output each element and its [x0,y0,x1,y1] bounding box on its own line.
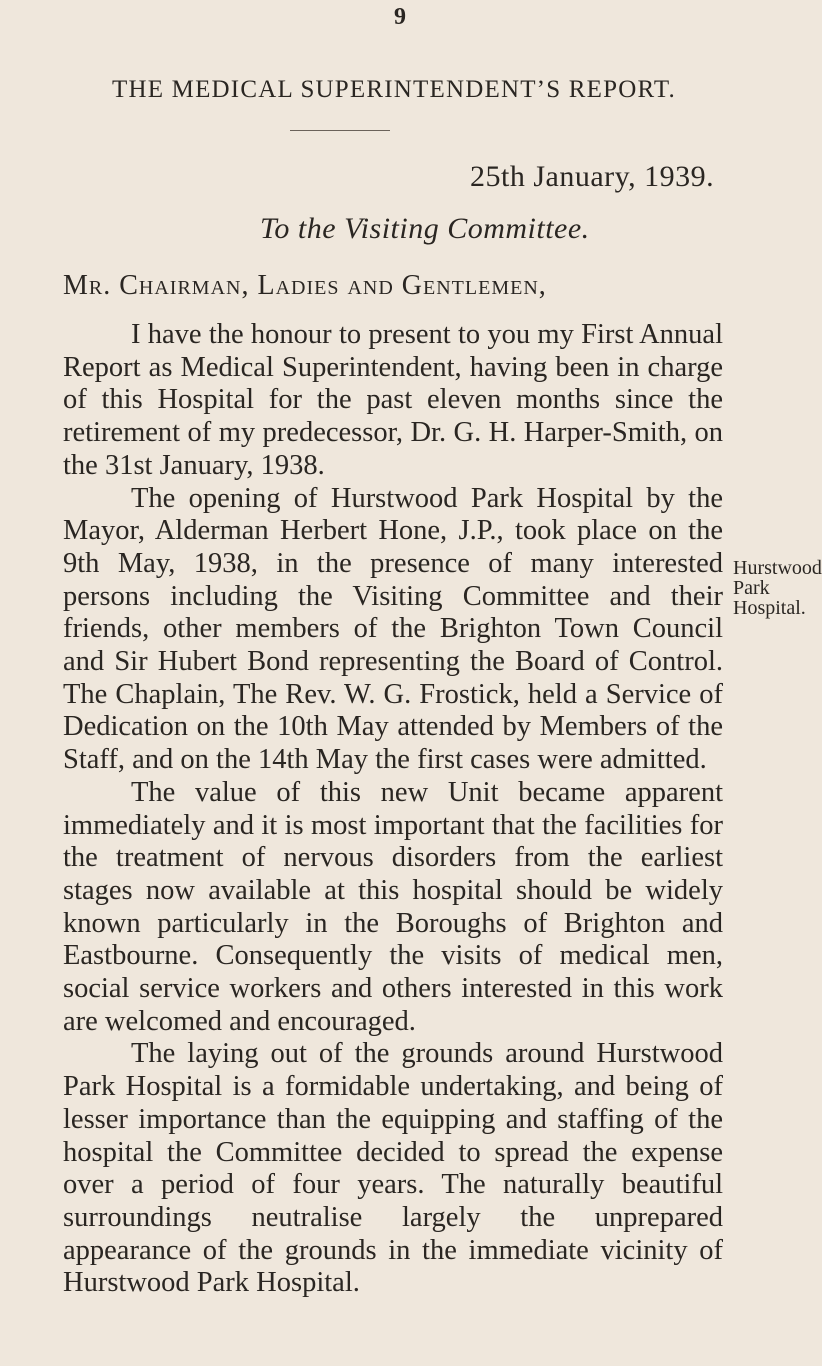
paragraph-grounds: The laying out of the grounds around Hurstwood Park Hospital is a formidable undertaking, and being of lesser importance than the equipping and staffing of the hospital the Committee decided to spread the expense over a period of four years. The naturally beautiful surroundings neutralise largely the unprepared appearance of the grounds in the immediate vicinity of Hurstwood Park Hospital. [63,1038,723,1299]
report-date: 25th January, 1939. [470,160,715,193]
margin-note-line: Park [733,577,770,599]
paragraph-introduction: I have the honour to present to you my First Annual Report as Medical Superintendent, having been in charge of this Hospital for the past eleven months since the retirement of my predecessor, Dr. G. H. Harper-Smith, on the 31st January, 1938. [63,319,723,481]
paragraph-opening: The opening of Hurstwood Park Hospital by the Mayor, Alderman Herbert Hone, J.P., took place on the 9th May, 1938, in the presence of many interested persons including the Visiting Committee and their friends, other members of the Brighton Town Council and Sir Hubert Bond representing the Board of Control. The Chaplain, The Rev. W. G. Frostick, held a Service of Dedication on the 10th May attended by Members of the Staff, and on the 14th May the first cases were admitted. [63,482,723,776]
margin-note-line: Hospital. [733,597,806,619]
page-number: 9 [394,4,406,30]
title-divider [290,130,390,131]
margin-note-line: Hurstwood [733,557,822,579]
report-body [63,319,723,1300]
paragraph-value-of-unit: The value of this new Unit became apparent immediately and it is most important that the facilities for the treatment of nervous disorders from the earliest stages now available at this hospital should be widely known particularly in the Boroughs of Brighton and Eastbourne. Consequently the visits of medical men, social service workers and others interested in this work are welcomed and encouraged. [63,776,723,1037]
margin-note [733,557,822,619]
report-title: THE MEDICAL SUPERINTENDENT’S REPORT. [112,76,676,103]
salutation-text: Mr. Chairman, Ladies and Gentlemen, [63,270,547,301]
salutation [63,270,547,302]
addressee: To the Visiting Committee. [260,212,590,245]
